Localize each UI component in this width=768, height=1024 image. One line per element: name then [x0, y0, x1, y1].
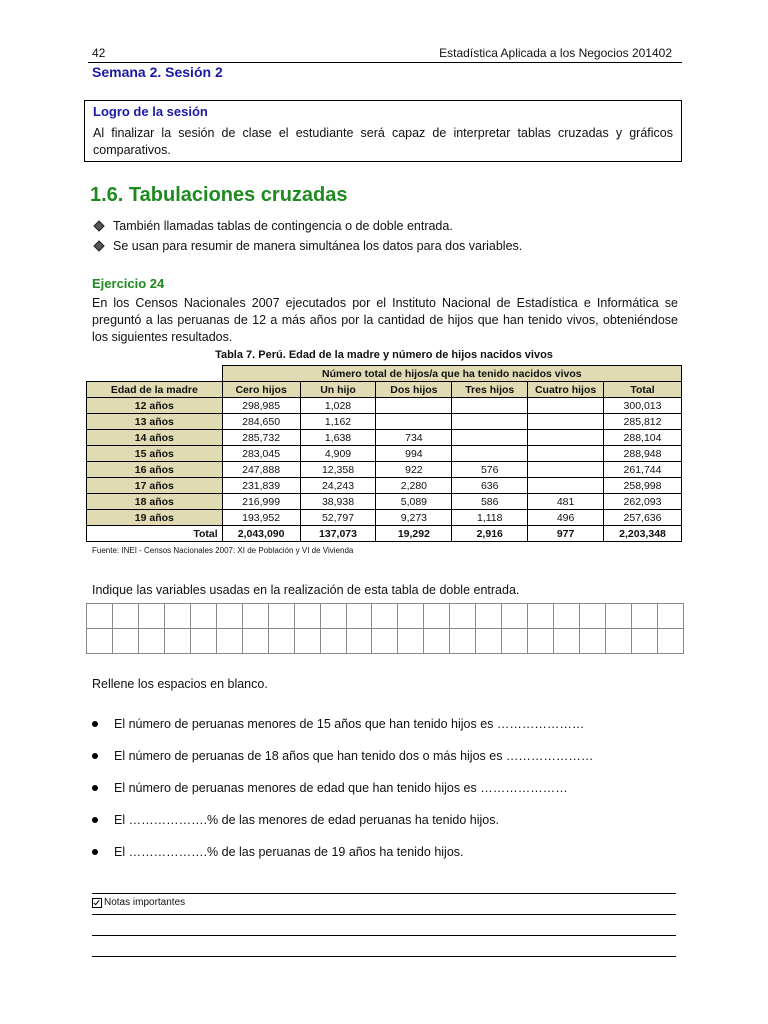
- exercise-title: Ejercicio 24: [92, 276, 165, 291]
- answer-grid[interactable]: [86, 603, 684, 654]
- fill-blank-text[interactable]: El ……………….% de las menores de edad peruanas ha tenido hijos.: [114, 813, 499, 827]
- section-title: 1.6. Tabulaciones cruzadas: [90, 184, 348, 206]
- grid-row: [87, 604, 684, 629]
- exercise-text: En los Censos Nacionales 2007 ejecutados por el Instituto Nacional de Estadística e Informática se preguntó a las peruanas de 12 a más años por la cantidad de hijos que han tenido vivos, obteniéndose los siguientes resultados.: [92, 296, 678, 344]
- grid-cell[interactable]: [580, 604, 606, 629]
- table-caption: Tabla 7. Perú. Edad de la madre y número de hijos nacidos vivos: [215, 349, 553, 361]
- grid-cell[interactable]: [294, 604, 320, 629]
- grid-cell[interactable]: [294, 629, 320, 654]
- table-cell: 24,243: [300, 478, 376, 494]
- row-label: 17 años: [87, 478, 223, 494]
- grid-cell[interactable]: [242, 629, 268, 654]
- grid-cell[interactable]: [476, 604, 502, 629]
- checkbox-icon: [92, 898, 102, 908]
- grid-cell[interactable]: [554, 629, 580, 654]
- table-row: [87, 494, 682, 510]
- column-header: Cero hijos: [222, 382, 300, 398]
- table-cell: 262,093: [604, 494, 682, 510]
- table-cell: 258,998: [604, 478, 682, 494]
- column-header: Total: [604, 382, 682, 398]
- table-row: [87, 414, 682, 430]
- table-row: [87, 430, 682, 446]
- grid-cell[interactable]: [554, 604, 580, 629]
- table-cell: [452, 398, 528, 414]
- table-cell: 922: [376, 462, 452, 478]
- table-cell: [376, 398, 452, 414]
- grid-cell[interactable]: [528, 629, 554, 654]
- grid-cell[interactable]: [216, 604, 242, 629]
- grid-cell[interactable]: [242, 604, 268, 629]
- grid-cell[interactable]: [424, 604, 450, 629]
- table-cell: [452, 430, 528, 446]
- bullet-dot-icon: [92, 753, 98, 759]
- grid-cell[interactable]: [502, 629, 528, 654]
- row-header: Edad de la madre: [87, 382, 223, 398]
- row-label: 19 años: [87, 510, 223, 526]
- logro-title: Logro de la sesión: [93, 104, 208, 119]
- grid-cell[interactable]: [657, 629, 683, 654]
- grid-cell[interactable]: [190, 629, 216, 654]
- table-cell: 257,636: [604, 510, 682, 526]
- grid-cell[interactable]: [190, 604, 216, 629]
- group-header: Número total de hijos/a que ha tenido nacidos vivos: [222, 366, 681, 382]
- list-item: [92, 708, 593, 740]
- grid-cell[interactable]: [580, 629, 606, 654]
- notes-divider: [92, 893, 676, 894]
- grid-cell[interactable]: [164, 629, 190, 654]
- table-row: [87, 510, 682, 526]
- fill-blank-text[interactable]: El número de peruanas menores de edad que han tenido hijos es …………………: [114, 781, 568, 795]
- grid-cell[interactable]: [320, 604, 346, 629]
- total-cell: 2,203,348: [604, 526, 682, 542]
- week-label: Semana 2. Sesión 2: [92, 64, 223, 80]
- bullet-text: También llamadas tablas de contingencia o de doble entrada.: [113, 219, 453, 233]
- table-cell: 231,839: [222, 478, 300, 494]
- table-cell: 12,358: [300, 462, 376, 478]
- grid-cell[interactable]: [398, 629, 424, 654]
- grid-cell[interactable]: [476, 629, 502, 654]
- table-cell: 261,744: [604, 462, 682, 478]
- grid-cell[interactable]: [398, 604, 424, 629]
- table-cell: 1,118: [452, 510, 528, 526]
- table-cell: 298,985: [222, 398, 300, 414]
- notes-label: Notas importantes: [104, 897, 186, 908]
- grid-cell[interactable]: [372, 629, 398, 654]
- grid-cell[interactable]: [164, 604, 190, 629]
- table-cell: [452, 414, 528, 430]
- census-table: [86, 365, 682, 542]
- grid-cell[interactable]: [138, 629, 164, 654]
- fill-blank-text[interactable]: El ……………….% de las peruanas de 19 años ha tenido hijos.: [114, 845, 464, 859]
- list-item: [92, 836, 593, 868]
- table-cell: 5,089: [376, 494, 452, 510]
- table-cell: 4,909: [300, 446, 376, 462]
- list-item: [92, 740, 593, 772]
- grid-cell[interactable]: [112, 629, 138, 654]
- grid-cell[interactable]: [268, 604, 294, 629]
- grid-cell[interactable]: [87, 629, 113, 654]
- grid-cell[interactable]: [216, 629, 242, 654]
- grid-cell[interactable]: [346, 604, 372, 629]
- table-cell: [376, 414, 452, 430]
- table-cell: 9,273: [376, 510, 452, 526]
- total-cell: 2,916: [452, 526, 528, 542]
- table-cell: 300,013: [604, 398, 682, 414]
- column-header: Dos hijos: [376, 382, 452, 398]
- page-number: 42: [92, 46, 106, 60]
- bullet-text: Se usan para resumir de manera simultánea los datos para dos variables.: [113, 239, 523, 253]
- grid-cell[interactable]: [528, 604, 554, 629]
- table-cell: [528, 414, 604, 430]
- row-label: 16 años: [87, 462, 223, 478]
- fill-blank-text[interactable]: El número de peruanas menores de 15 años que han tenido hijos es …………………: [114, 717, 585, 731]
- total-cell: 977: [528, 526, 604, 542]
- table-cell: 481: [528, 494, 604, 510]
- grid-cell[interactable]: [657, 604, 683, 629]
- page-header: [88, 44, 682, 63]
- table-cell: 285,812: [604, 414, 682, 430]
- table-cell: [452, 446, 528, 462]
- table-cell: 52,797: [300, 510, 376, 526]
- table-cell: 216,999: [222, 494, 300, 510]
- grid-cell[interactable]: [632, 629, 658, 654]
- table-cell: 38,938: [300, 494, 376, 510]
- table-cell: 576: [452, 462, 528, 478]
- total-cell: 2,043,090: [222, 526, 300, 542]
- table-row: [87, 462, 682, 478]
- table-cell: 247,888: [222, 462, 300, 478]
- table-cell: 288,948: [604, 446, 682, 462]
- logro-box: [84, 100, 682, 162]
- table-cell: 636: [452, 478, 528, 494]
- total-cell: 19,292: [376, 526, 452, 542]
- grid-cell[interactable]: [606, 604, 632, 629]
- list-item: [92, 216, 522, 236]
- notes-line[interactable]: [92, 956, 676, 957]
- running-title: Estadística Aplicada a los Negocios 201402: [439, 46, 672, 60]
- question-variables: Indique las variables usadas en la realización de esta tabla de doble entrada.: [92, 583, 520, 597]
- total-row: [87, 526, 682, 542]
- table-cell: 1,638: [300, 430, 376, 446]
- bullet-list: [92, 216, 522, 256]
- row-label: 18 años: [87, 494, 223, 510]
- row-label: 13 años: [87, 414, 223, 430]
- bullet-dot-icon: [92, 721, 98, 727]
- table-cell: [528, 398, 604, 414]
- notes-header: [92, 897, 185, 908]
- column-header: Cuatro hijos: [528, 382, 604, 398]
- table-cell: [528, 430, 604, 446]
- table-cell: 1,162: [300, 414, 376, 430]
- table-cell: 284,650: [222, 414, 300, 430]
- bullet-dot-icon: [92, 785, 98, 791]
- grid-cell[interactable]: [268, 629, 294, 654]
- bullet-dot-icon: [92, 817, 98, 823]
- grid-cell[interactable]: [450, 604, 476, 629]
- fill-blank-list: [92, 708, 593, 868]
- table-corner: [87, 366, 223, 382]
- diamond-bullet-icon: [93, 240, 104, 251]
- table-cell: 586: [452, 494, 528, 510]
- table-source: Fuente: INEI - Censos Nacionales 2007: XI de Población y VI de Vivienda: [92, 546, 354, 555]
- table-cell: 288,104: [604, 430, 682, 446]
- table-row: [87, 446, 682, 462]
- grid-cell[interactable]: [320, 629, 346, 654]
- diamond-bullet-icon: [93, 220, 104, 231]
- logro-text: Al finalizar la sesión de clase el estudiante será capaz de interpretar tablas cruzadas y gráficos comparativos.: [93, 126, 673, 157]
- table-cell: 496: [528, 510, 604, 526]
- column-header: Un hijo: [300, 382, 376, 398]
- grid-cell[interactable]: [138, 604, 164, 629]
- fill-blank-text[interactable]: El número de peruanas de 18 años que han tenido dos o más hijos es …………………: [114, 749, 594, 763]
- table-row: [87, 398, 682, 414]
- notes-line[interactable]: [92, 914, 676, 915]
- table-cell: [528, 446, 604, 462]
- table-cell: [528, 478, 604, 494]
- grid-cell[interactable]: [502, 604, 528, 629]
- grid-cell[interactable]: [372, 604, 398, 629]
- row-label: 15 años: [87, 446, 223, 462]
- grid-cell[interactable]: [632, 604, 658, 629]
- table-body: [87, 398, 682, 526]
- table-cell: 285,732: [222, 430, 300, 446]
- grid-cell[interactable]: [112, 604, 138, 629]
- list-item: [92, 236, 522, 256]
- grid-cell[interactable]: [87, 604, 113, 629]
- grid-cell[interactable]: [424, 629, 450, 654]
- table-cell: 2,280: [376, 478, 452, 494]
- list-item: [92, 772, 593, 804]
- question-fill-blanks: Rellene los espacios en blanco.: [92, 677, 268, 691]
- grid-cell[interactable]: [606, 629, 632, 654]
- grid-cell[interactable]: [450, 629, 476, 654]
- list-item: [92, 804, 593, 836]
- total-cell: 137,073: [300, 526, 376, 542]
- bullet-dot-icon: [92, 849, 98, 855]
- notes-line[interactable]: [92, 935, 676, 936]
- total-label: Total: [87, 526, 223, 542]
- table-cell: 193,952: [222, 510, 300, 526]
- row-label: 12 años: [87, 398, 223, 414]
- table-row: [87, 478, 682, 494]
- grid-row: [87, 629, 684, 654]
- row-label: 14 años: [87, 430, 223, 446]
- table-cell: 994: [376, 446, 452, 462]
- table-cell: [528, 462, 604, 478]
- table-cell: 283,045: [222, 446, 300, 462]
- grid-cell[interactable]: [346, 629, 372, 654]
- column-header: Tres hijos: [452, 382, 528, 398]
- table-cell: 734: [376, 430, 452, 446]
- table-cell: 1,028: [300, 398, 376, 414]
